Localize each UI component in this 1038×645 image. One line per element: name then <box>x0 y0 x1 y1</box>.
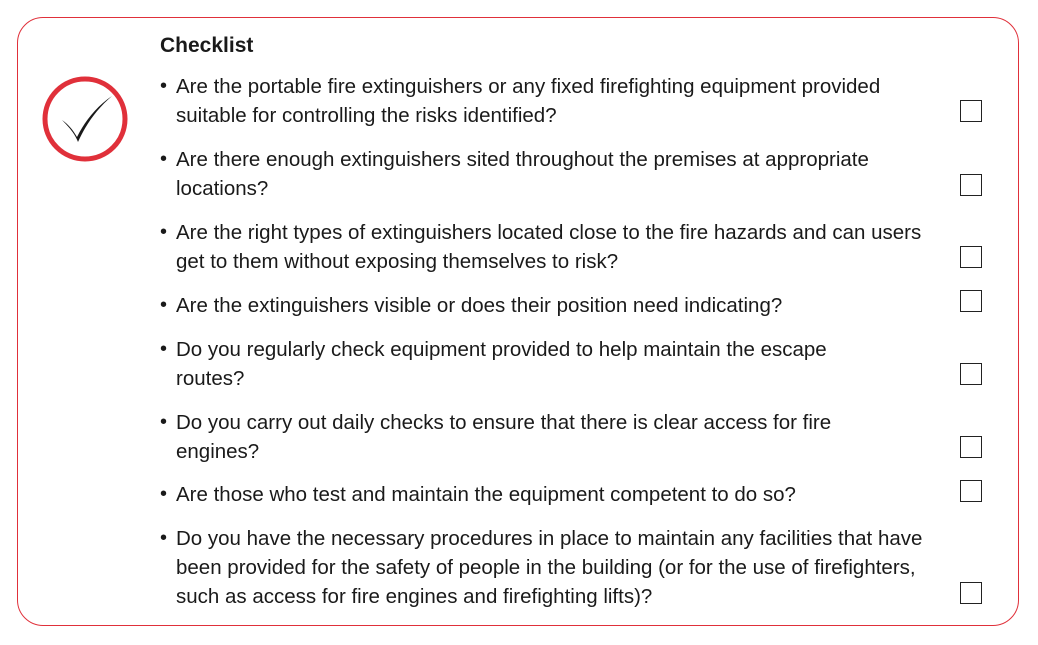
checklist-item-text: Are there enough extinguishers sited throughout the premises at appropriate locations? <box>176 148 869 200</box>
checklist-checkbox[interactable] <box>960 363 982 385</box>
checklist-title: Checklist <box>160 34 254 57</box>
checklist-checkbox[interactable] <box>960 290 982 312</box>
checklist-item-text: Are the right types of extinguishers located close to the fire hazards and can users get to them without exposing themselves to risk? <box>176 221 922 273</box>
checklist-checkbox[interactable] <box>960 436 982 458</box>
bullet: • <box>160 294 168 316</box>
checkmark-circle-icon <box>40 74 130 164</box>
checklist-item <box>160 524 950 611</box>
checklist-item-text: Do you regularly check equipment provided to help maintain the escape routes? <box>176 338 827 390</box>
checklist-item-text: Are the portable fire extinguishers or any fixed firefighting equipment provided suitable for controlling the risks identified? <box>176 75 881 127</box>
checklist-checkbox[interactable] <box>960 582 982 604</box>
checklist-checkbox[interactable] <box>960 100 982 122</box>
bullet: • <box>160 148 168 170</box>
bullet: • <box>160 338 168 360</box>
bullet: • <box>160 527 168 549</box>
bullet: • <box>160 411 168 433</box>
bullet: • <box>160 483 168 505</box>
checklist-item <box>160 145 950 203</box>
checklist-item <box>160 291 950 320</box>
checklist-checkbox[interactable] <box>960 246 982 268</box>
checklist-item <box>160 335 950 393</box>
checklist-item <box>160 408 950 466</box>
bullet: • <box>160 75 168 97</box>
checklist-checkbox[interactable] <box>960 480 982 502</box>
checklist-item-text: Do you carry out daily checks to ensure that there is clear access for fire engines? <box>176 411 832 463</box>
checklist-item <box>160 480 950 509</box>
checklist-item <box>160 218 950 276</box>
checklist-item-text: Are the extinguishers visible or does their position need indicating? <box>176 294 783 317</box>
checklist-checkbox[interactable] <box>960 174 982 196</box>
bullet: • <box>160 221 168 243</box>
checklist-item-text: Do you have the necessary procedures in place to maintain any facilities that have been provided for the safety of people in the building (or for the use of firefighters, such as access for fire engines and firefighting lifts)? <box>176 527 923 608</box>
checklist-item-text: Are those who test and maintain the equipment competent to do so? <box>176 483 796 506</box>
checklist-item <box>160 72 950 130</box>
